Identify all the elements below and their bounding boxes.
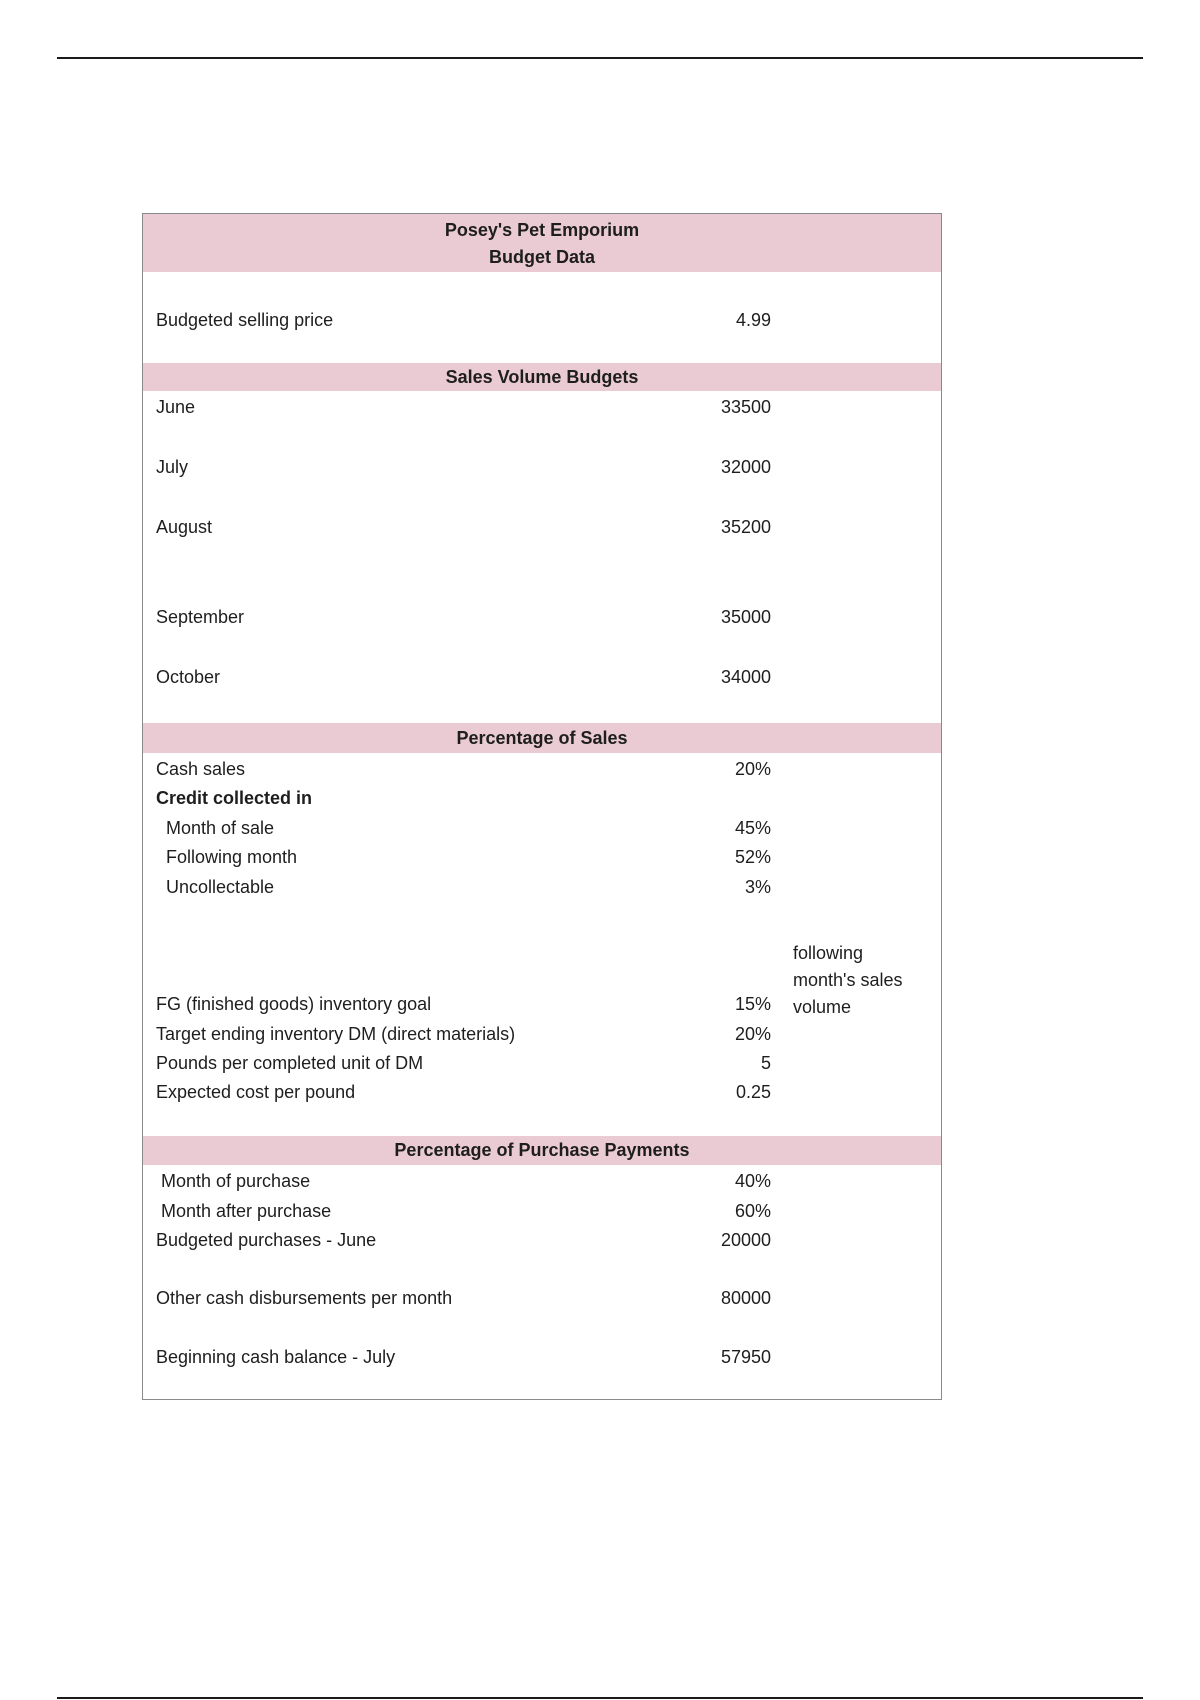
title-band [143,214,941,272]
sales-row-label: August [156,517,213,537]
other-disbursements-label: Other cash disbursements per month [156,1288,453,1308]
purchase-row-value: 60% [734,1201,771,1221]
purchase-row-label: Month of purchase [161,1171,311,1191]
sales-row-label: October [156,667,221,687]
sales-row-label: September [156,607,245,627]
sales-row-value: 33500 [720,397,771,417]
selling-price-label: Budgeted selling price [156,310,334,330]
other-disbursements-value: 80000 [720,1288,771,1308]
credit-row-label: Month of sale [166,818,275,838]
credit-row-value: 45% [734,818,771,838]
fg-goal-value: 15% [734,994,771,1014]
budgeted-purchases-label: Budgeted purchases - June [156,1230,377,1250]
fg-goal-note-line: month's sales [793,970,903,990]
pounds-per-unit-value: 5 [760,1053,771,1073]
top-rule [57,57,1143,59]
purchase-row-label: Month after purchase [161,1201,332,1221]
beginning-cash-value: 57950 [720,1347,771,1367]
sales-volume-heading: Sales Volume Budgets [143,363,941,391]
purchase-row-value: 40% [734,1171,771,1191]
credit-row-label: Uncollectable [166,877,275,897]
fg-goal-note-line: volume [793,997,852,1017]
fg-goal-note-line: following [793,943,864,963]
cash-sales-label: Cash sales [156,759,246,779]
selling-price-value: 4.99 [735,310,771,330]
fg-goal-note [793,940,903,1021]
dm-target-label: Target ending inventory DM (direct materials) [156,1024,516,1044]
credit-row-value: 3% [744,877,771,897]
cash-sales-value: 20% [734,759,771,779]
bottom-rule [57,1697,1143,1699]
cost-per-pound-value: 0.25 [735,1082,771,1102]
pounds-per-unit-label: Pounds per completed unit of DM [156,1053,424,1073]
budget-data-sheet [142,213,942,1400]
sales-row-value: 35000 [720,607,771,627]
sales-row-label: July [156,457,189,477]
credit-row-value: 52% [734,847,771,867]
sales-row-value: 32000 [720,457,771,477]
sales-row-value: 34000 [720,667,771,687]
credit-collected-heading: Credit collected in [156,788,313,808]
sales-row-value: 35200 [720,517,771,537]
beginning-cash-label: Beginning cash balance - July [156,1347,396,1367]
sales-row-label: June [156,397,196,417]
pct-sales-heading: Percentage of Sales [143,723,941,753]
budgeted-purchases-value: 20000 [720,1230,771,1250]
company-name: Posey's Pet Emporium [444,220,640,240]
purchase-payments-heading: Percentage of Purchase Payments [143,1136,941,1165]
sheet-title: Budget Data [488,247,595,267]
dm-target-value: 20% [734,1024,771,1044]
credit-row-label: Following month [166,847,298,867]
cost-per-pound-label: Expected cost per pound [156,1082,356,1102]
fg-goal-label: FG (finished goods) inventory goal [156,994,432,1014]
